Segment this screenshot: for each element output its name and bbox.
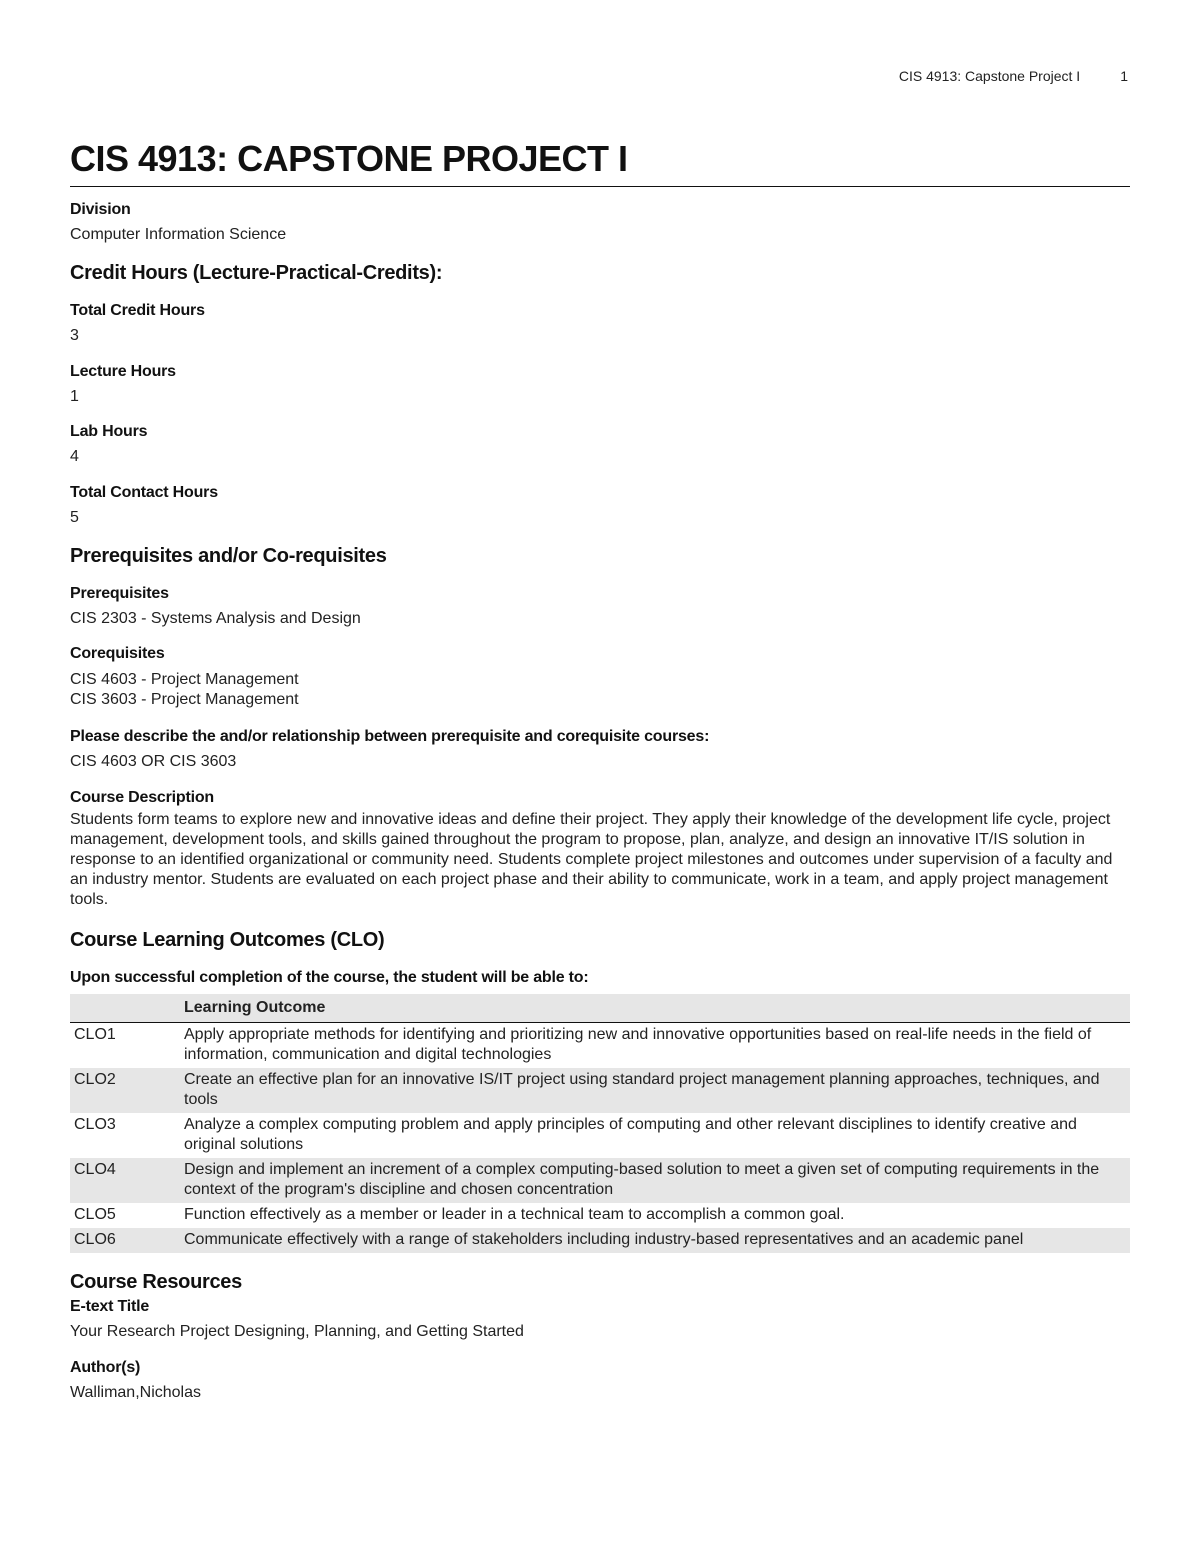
prerequisites-label: Prerequisites [70,585,169,602]
course-description-text: Students form teams to explore new and innovative ideas and define their project. They apply their knowledge of the development life cycle, project management, development tools, and skills gained throughout the program to propose, plan, analyze, and design an innovative IT/IS solution in response to an identified organizational or community need. Students complete project milestones and outcomes under supervision of a faculty and an industry mentor. Students are evaluated on each project phase and their ability to communicate, work in a team, and apply project management tools. [70,811,1113,908]
course-description-block [70,789,1130,910]
column-header-id [70,994,180,1023]
total-contact-block [70,484,1130,527]
table-row [70,1023,1130,1069]
clo-intro: Upon successful completion of the course, the student will be able to: [70,969,589,986]
lecture-hours-label: Lecture Hours [70,363,176,380]
clo-text: Function effectively as a member or leader in a technical team to accomplish a common goal. [184,1206,845,1223]
relationship-label: Please describe the and/or relationship between prerequisite and corequisite courses: [70,728,710,745]
clo-id: CLO4 [70,1158,180,1203]
clo-id: CLO1 [74,1026,116,1043]
table-header-row [70,994,1130,1023]
relationship-value: CIS 4603 OR CIS 3603 [70,753,237,770]
total-contact-label: Total Contact Hours [70,484,218,501]
course-description-label: Course Description [70,789,214,806]
total-credit-block [70,302,1130,345]
prereq-heading: Prerequisites and/or Co-requisites [70,545,387,567]
author-value: Walliman,Nicholas [70,1384,201,1401]
column-header-outcome: Learning Outcome [180,994,1130,1023]
clo-heading: Course Learning Outcomes (CLO) [70,929,385,951]
table-row [70,1203,1130,1228]
lecture-hours-value: 1 [70,388,79,405]
total-contact-value: 5 [70,509,79,526]
author-block [70,1359,1130,1402]
division-block [70,201,1130,244]
clo-table [70,994,1130,1253]
corequisite-item: CIS 4603 - Project Management [70,671,299,688]
clo-text: Apply appropriate methods for identifying and prioritizing new and innovative opportunities based on real-life needs in the field of information, communication and digital technologies [184,1026,1092,1063]
page-number: 1 [1120,68,1128,84]
page-title: CIS 4913: CAPSTONE PROJECT I [70,138,1130,187]
etext-value: Your Research Project Designing, Planning, and Getting Started [70,1323,524,1340]
prerequisite-item: CIS 2303 - Systems Analysis and Design [70,610,361,627]
resources-heading: Course Resources [70,1271,242,1293]
running-header-title: CIS 4913: Capstone Project I [898,68,1081,84]
table-row [70,1158,1130,1203]
clo-text: Design and implement an increment of a complex computing-based solution to meet a given set of computing requirements in the context of the program's discipline and chosen concentration [180,1158,1130,1203]
lecture-hours-block [70,363,1130,406]
corequisites-label: Corequisites [70,645,165,662]
clo-id: CLO6 [70,1228,180,1253]
table-row [70,1228,1130,1253]
prerequisites-block [70,585,1130,628]
clo-text: Analyze a complex computing problem and apply principles of computing and other relevant disciplines to identify creative and original solutions [184,1116,1077,1153]
credit-hours-heading: Credit Hours (Lecture-Practical-Credits): [70,262,443,284]
total-credit-value: 3 [70,327,79,344]
relationship-block [70,728,1130,771]
running-header [899,68,1128,84]
corequisite-item: CIS 3603 - Project Management [70,691,299,708]
author-label: Author(s) [70,1359,141,1376]
division-value: Computer Information Science [70,226,287,243]
table-row [70,1068,1130,1113]
lab-hours-label: Lab Hours [70,423,148,440]
clo-text: Create an effective plan for an innovative IS/IT project using standard project management planning approaches, techniques, and tools [180,1068,1130,1113]
division-label: Division [70,201,131,218]
etext-label: E-text Title [70,1298,150,1315]
total-credit-label: Total Credit Hours [70,302,205,319]
etext-block [70,1298,1130,1341]
clo-id: CLO3 [74,1116,116,1133]
corequisites-block [70,645,1130,710]
lab-hours-value: 4 [70,448,79,465]
clo-id: CLO2 [70,1068,180,1113]
lab-hours-block [70,423,1130,466]
table-row [70,1113,1130,1158]
clo-text: Communicate effectively with a range of stakeholders including industry-based representatives and an academic panel [180,1228,1130,1253]
document-page [70,138,1130,1402]
clo-id: CLO5 [74,1206,116,1223]
